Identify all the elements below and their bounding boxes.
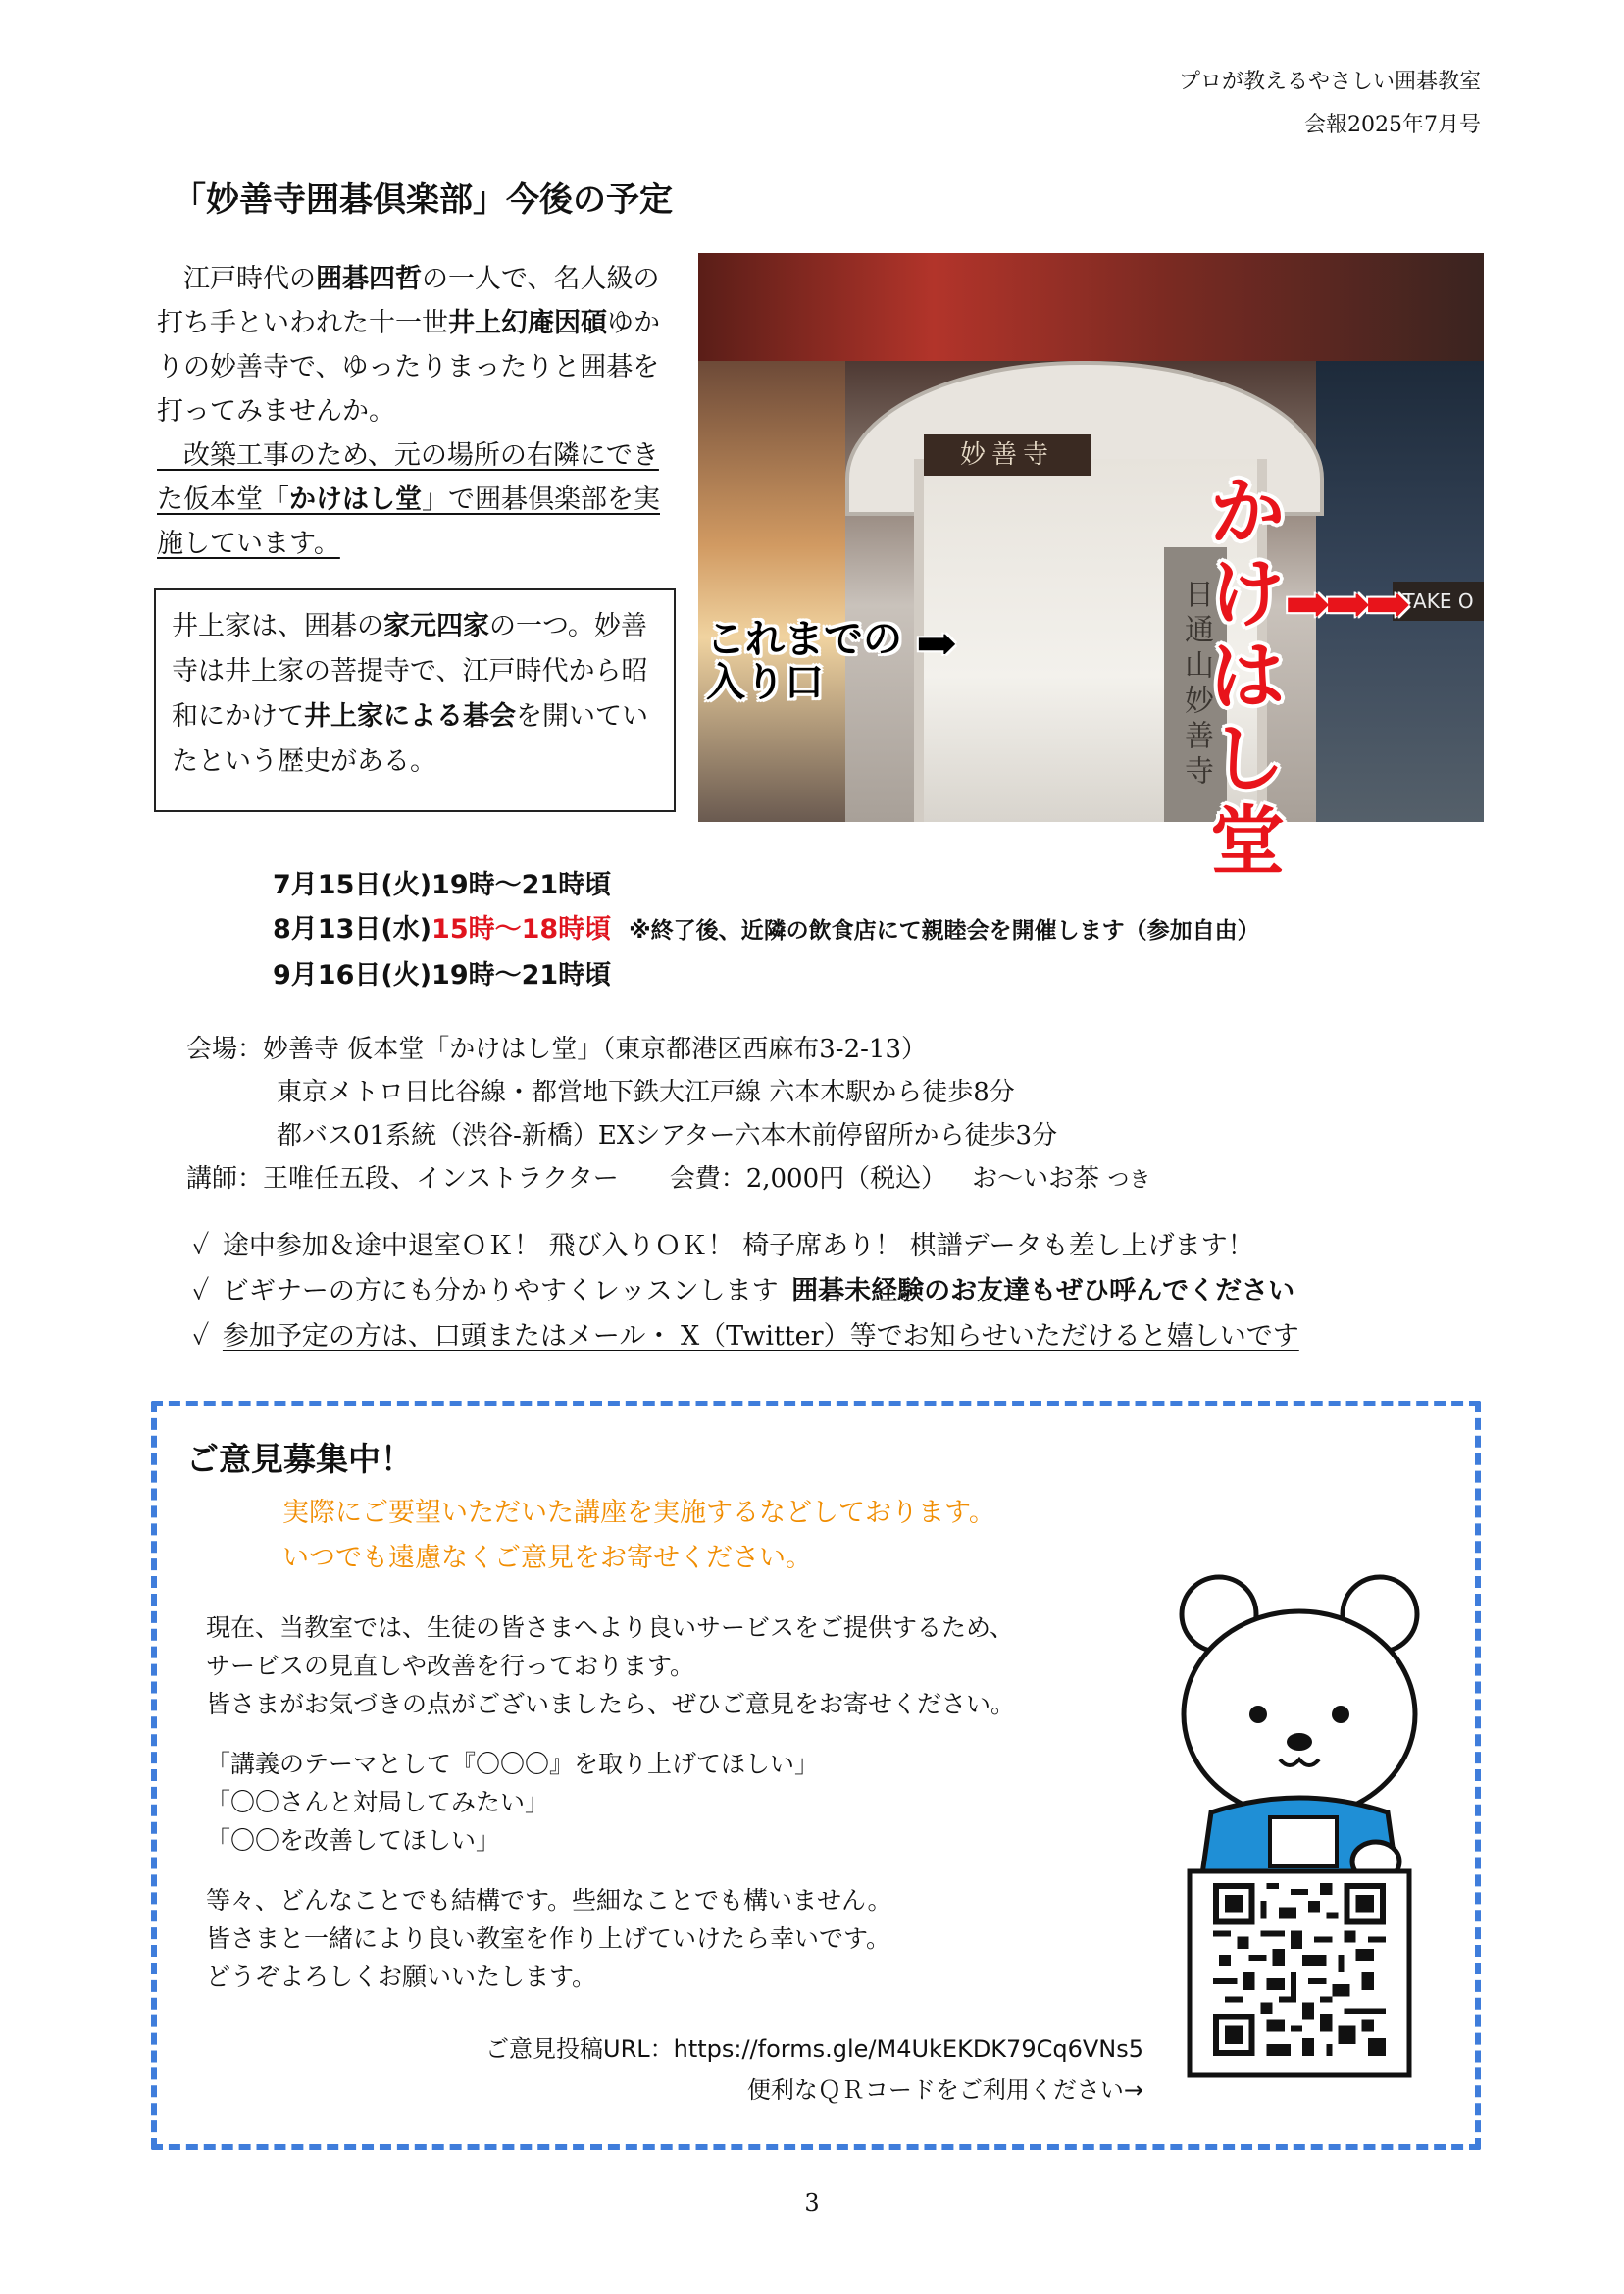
qr-code-icon[interactable]	[1213, 1883, 1386, 2056]
former-entrance-label: これまでの 入り口	[706, 617, 902, 705]
instructor-and-fee: 講師：王唯任五段、インストラクター 会費：2,000円（税込） お～いお茶 つき	[186, 1164, 1151, 1194]
venue-address: 会場：妙善寺 仮本堂「かけはし堂」（東京都港区西麻布3-2-13）	[186, 1035, 928, 1064]
intro-paragraph-1: 江戸時代の囲碁四哲の一人で、名人級の打ち手といわれた十一世井上幻庵因碩ゆかりの妙善寺で、ゆったりまったりと囲碁を打ってみませんか。	[157, 264, 660, 427]
temple-plaque: 妙善寺	[924, 434, 1091, 476]
venue-access-train: 東京メトロ日比谷線・都営地下鉄大江戸線 六本木駅から徒歩8分	[277, 1078, 1015, 1107]
check-icon: ✓	[192, 1321, 210, 1351]
intro-paragraph-2: 改築工事のため、元の場所の右隣にできた仮本堂「かけはし堂」で囲碁倶楽部を実施しています。	[157, 440, 660, 559]
social-gathering-note: ※終了後、近隣の飲食店にて親睦会を開催します（参加自由）	[629, 918, 1260, 943]
feedback-examples: 「講義のテーマとして『〇〇〇』を取り上げてほしい」 「〇〇さんと対局してみたい」 「〇〇を改善してほしい」	[206, 1750, 820, 1855]
check-icon: ✓	[192, 1276, 210, 1306]
schedule-item: 9月16日(火)19時～21時頃	[273, 960, 612, 991]
feedback-url	[485, 2028, 1143, 2111]
feedback-title: ご意見募集中！	[186, 1440, 413, 1478]
feedback-form-link[interactable]: ご意見投稿URL：https://forms.gle/M4UkEKDK79Cq6VNs5	[485, 2035, 1143, 2063]
black-arrow-icon: ➡	[916, 614, 957, 672]
check-item: ✓ 参加予定の方は、口頭またはメール・ X（Twitter）等でお知らせいただけると嬉しいです	[192, 1321, 1299, 1351]
venue-info	[186, 1028, 1150, 1202]
schedule-item: 8月13日(水)15時～18時頃 ※終了後、近隣の飲食店にて親睦会を開催します（参加自由）	[273, 914, 1260, 944]
page-title: 「妙善寺囲碁倶楽部」今後の予定	[173, 180, 673, 220]
schedule-item: 7月15日(火)19時～21時頃	[273, 870, 612, 900]
notes-checklist	[192, 1224, 1299, 1359]
feedback-highlight: 実際にご要望いただいた講座を実施するなどしております。 いつでも遠慮なくご意見をお寄せください。	[282, 1498, 995, 1573]
check-item: ✓ 途中参加＆途中退室ＯＫ！ 飛び入りＯＫ！ 椅子席あり！ 棋譜データも差し上げます！	[192, 1231, 1254, 1261]
photo-roof	[698, 253, 1484, 361]
temple-stone-pillar: 日通山妙善寺	[1164, 547, 1227, 822]
shop-sign: TAKE O	[1393, 582, 1484, 621]
red-arrows-icon: ➡➡➡	[1285, 572, 1405, 637]
qr-hint: 便利なＱＲコードをご利用ください→	[746, 2076, 1143, 2104]
header-issue: 会報2025年7月号	[1304, 113, 1481, 137]
check-icon: ✓	[192, 1231, 210, 1261]
venue-access-bus: 都バス01系統（渋谷-新橋）EXシアター六本木前停留所から徒歩3分	[277, 1121, 1058, 1150]
schedule-list	[273, 863, 1260, 997]
feedback-closing: 等々、どんなことでも結構です。些細なことでも構いません。 皆さまと一緒により良い教室を作り上げていけたら幸いです。 どうぞよろしくお願いいたします。	[206, 1886, 892, 1991]
inoue-family-info-box: 井上家は、囲碁の家元四家の一つ。妙善寺は井上家の菩提寺で、江戸時代から昭和にかけて井上家による碁会を開いていたという歴史がある。	[154, 588, 676, 812]
feedback-body	[206, 1608, 1015, 2017]
check-item: ✓ ビギナーの方にも分かりやすくレッスンします 囲碁未経験のお友達もぜひ呼んでください	[192, 1276, 1295, 1306]
photo-left-shop	[698, 361, 845, 822]
page-number: 3	[804, 2189, 820, 2217]
header-newsletter-name: プロが教えるやさしい囲碁教室	[1178, 70, 1481, 94]
intro-text	[157, 257, 677, 566]
feedback-paragraph: 現在、当教室では、生徒の皆さまへより良いサービスをご提供するため、 サービスの見直しや改善を行っております。 皆さまがお気づきの点がございましたら、ぜひご意見をお寄せください。	[206, 1613, 1016, 1718]
kakehashi-do-label: かけはし堂	[1210, 468, 1285, 885]
temple-entrance-photo	[698, 253, 1484, 885]
